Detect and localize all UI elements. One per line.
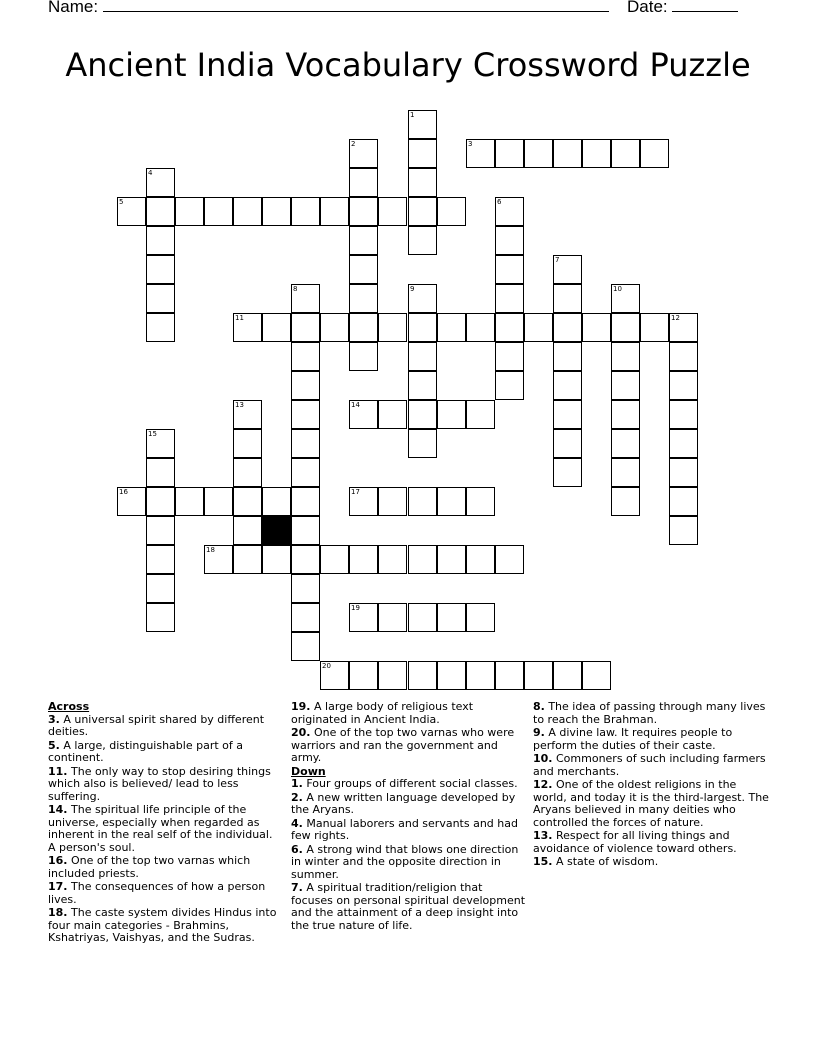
clue-item xyxy=(291,701,527,726)
clue-item xyxy=(48,855,280,880)
grid-cell[interactable] xyxy=(553,371,582,400)
clue-item-number: 20. xyxy=(291,726,311,739)
clue-item-number: 1. xyxy=(291,777,303,790)
grid-cell[interactable] xyxy=(349,313,378,342)
clue-item xyxy=(291,818,527,843)
clue-item-number: 9. xyxy=(533,726,545,739)
grid-cell[interactable] xyxy=(524,139,553,168)
grid-cell[interactable] xyxy=(553,313,582,342)
clue-item xyxy=(533,701,769,726)
clue-number-8: 8 xyxy=(293,285,298,293)
grid-cell[interactable] xyxy=(669,487,698,516)
clue-item-number: 13. xyxy=(533,829,553,842)
clue-number-16: 16 xyxy=(119,488,128,496)
clue-number-18: 18 xyxy=(206,546,215,554)
grid-cell[interactable] xyxy=(291,371,320,400)
grid-cell[interactable] xyxy=(262,313,291,342)
grid-cell[interactable] xyxy=(437,661,466,690)
grid-cell[interactable] xyxy=(524,661,553,690)
grid-cell[interactable] xyxy=(349,226,378,255)
grid-cell[interactable] xyxy=(466,603,495,632)
grid-cell[interactable] xyxy=(378,197,407,226)
clue-item-number: 12. xyxy=(533,778,553,791)
clue-item-number: 4. xyxy=(291,816,303,830)
grid-cell[interactable] xyxy=(233,197,262,226)
grid-cell[interactable] xyxy=(146,255,175,284)
grid-cell[interactable] xyxy=(262,545,291,574)
grid-cell[interactable] xyxy=(408,487,437,516)
across-clues-list-continued xyxy=(291,701,527,765)
clue-item-number: 15. xyxy=(533,855,553,868)
grid-cell[interactable] xyxy=(146,603,175,632)
grid-cell[interactable] xyxy=(466,487,495,516)
grid-cell[interactable] xyxy=(378,545,407,574)
grid-cell[interactable] xyxy=(524,313,553,342)
clue-item xyxy=(291,727,527,765)
clue-item-text: Manual laborers and servants and had few rights. xyxy=(291,816,518,842)
grid-cell[interactable] xyxy=(349,545,378,574)
clue-item-text: A universal spirit shared by different deities. xyxy=(48,712,265,738)
clue-item xyxy=(48,766,280,804)
grid-cell[interactable] xyxy=(669,516,698,545)
clue-item-number: 5. xyxy=(48,738,60,752)
grid-cell[interactable] xyxy=(291,400,320,429)
grid-cell[interactable] xyxy=(408,429,437,458)
grid-cell[interactable] xyxy=(611,458,640,487)
grid-cell[interactable] xyxy=(204,487,233,516)
grid-cell[interactable] xyxy=(291,342,320,371)
clue-item xyxy=(291,778,527,791)
clue-number-2: 2 xyxy=(351,140,356,148)
grid-cell[interactable] xyxy=(495,342,524,371)
clue-item-text: One of the oldest religions in the world, and today it is the third-largest. The Aryans believed in many deities who controlled the forces of nature. xyxy=(533,778,769,829)
grid-cell[interactable] xyxy=(146,487,175,516)
grid-cell[interactable] xyxy=(262,197,291,226)
grid-cell[interactable] xyxy=(349,661,378,690)
grid-cell[interactable] xyxy=(495,661,524,690)
clue-number-7: 7 xyxy=(555,256,560,264)
grid-cell[interactable] xyxy=(291,458,320,487)
grid-cell[interactable] xyxy=(349,342,378,371)
grid-cell[interactable] xyxy=(408,342,437,371)
grid-cell[interactable] xyxy=(437,197,466,226)
grid-cell[interactable] xyxy=(553,284,582,313)
clue-item-text: A spiritual tradition/religion that focuses on personal spiritual development and the attainment of a deep insight into the true nature of life. xyxy=(291,881,526,932)
grid-cell[interactable] xyxy=(291,632,320,661)
grid-cell[interactable] xyxy=(466,400,495,429)
grid-cell[interactable] xyxy=(495,545,524,574)
grid-cell[interactable] xyxy=(408,197,437,226)
clue-item-text: The caste system divides Hindus into four main categories - Brahmins, Kshatriyas, Vaishyas, and the Sudras. xyxy=(48,906,277,944)
clue-item-number: 3. xyxy=(48,712,60,726)
grid-cell[interactable] xyxy=(291,197,320,226)
clue-item xyxy=(48,907,280,945)
grid-cell[interactable] xyxy=(349,255,378,284)
grid-cell[interactable] xyxy=(378,487,407,516)
grid-cell[interactable] xyxy=(146,313,175,342)
grid-cell[interactable] xyxy=(349,197,378,226)
grid-cell[interactable] xyxy=(669,400,698,429)
clues-column-1 xyxy=(48,701,280,946)
clue-item-text: A state of wisdom. xyxy=(552,855,659,868)
grid-cell[interactable] xyxy=(669,429,698,458)
grid-cell[interactable] xyxy=(495,255,524,284)
clue-item-text: Commoners of such including farmers and merchants. xyxy=(533,752,766,778)
clue-item-number: 14. xyxy=(48,803,68,816)
clue-item xyxy=(48,881,280,906)
grid-cell[interactable] xyxy=(495,371,524,400)
grid-cell[interactable] xyxy=(291,516,320,545)
grid-cell[interactable] xyxy=(291,429,320,458)
clue-number-10: 10 xyxy=(613,285,622,293)
grid-cell[interactable] xyxy=(669,342,698,371)
clue-item-text: Four groups of different social classes. xyxy=(302,777,518,790)
clue-number-5: 5 xyxy=(119,198,124,206)
clue-item-text: A strong wind that blows one direction in winter and the opposite direction in summer. xyxy=(291,842,519,881)
clues-column-2 xyxy=(291,701,527,933)
clue-item-number: 11. xyxy=(48,764,68,778)
name-field[interactable] xyxy=(48,0,609,17)
clue-item-number: 19. xyxy=(291,700,311,713)
grid-cell[interactable] xyxy=(146,284,175,313)
clue-number-13: 13 xyxy=(235,401,244,409)
grid-cell[interactable] xyxy=(320,545,349,574)
grid-cell[interactable] xyxy=(669,458,698,487)
clue-item xyxy=(291,844,527,882)
clue-item-text: Respect for all living things and avoidance of violence toward others. xyxy=(533,829,737,855)
grid-cell[interactable] xyxy=(669,371,698,400)
grid-cell[interactable] xyxy=(291,545,320,574)
date-line[interactable] xyxy=(672,0,738,12)
grid-cell[interactable] xyxy=(640,313,669,342)
grid-cell[interactable] xyxy=(553,661,582,690)
grid-cell[interactable] xyxy=(553,139,582,168)
grid-cell[interactable] xyxy=(553,342,582,371)
clue-item-text: The only way to stop desiring things which also is believed/ lead to less suffering. xyxy=(48,764,271,803)
grid-cell[interactable] xyxy=(408,139,437,168)
grid-cell[interactable] xyxy=(204,197,233,226)
across-clues-list xyxy=(48,714,280,945)
clue-number-19: 19 xyxy=(351,604,360,612)
grid-cell[interactable] xyxy=(437,487,466,516)
grid-cell[interactable] xyxy=(233,487,262,516)
name-label: Name: xyxy=(48,0,99,16)
grid-cell[interactable] xyxy=(582,661,611,690)
date-field[interactable] xyxy=(627,0,738,17)
clues-column-3 xyxy=(533,701,769,870)
grid-cell[interactable] xyxy=(466,661,495,690)
grid-cell[interactable] xyxy=(262,487,291,516)
page-title: Ancient India Vocabulary Crossword Puzzle xyxy=(65,46,751,84)
clue-number-4: 4 xyxy=(148,169,153,177)
clue-number-14: 14 xyxy=(351,401,360,409)
grid-cell[interactable] xyxy=(378,603,407,632)
black-cell xyxy=(262,516,291,545)
grid-cell[interactable] xyxy=(611,487,640,516)
grid-cell[interactable] xyxy=(146,574,175,603)
down-heading: Down xyxy=(291,764,326,778)
clue-item xyxy=(533,830,769,855)
clue-number-12: 12 xyxy=(671,314,680,322)
grid-cell[interactable] xyxy=(146,516,175,545)
grid-cell[interactable] xyxy=(175,197,204,226)
grid-cell[interactable] xyxy=(495,284,524,313)
clue-item-number: 17. xyxy=(48,880,68,893)
grid-cell[interactable] xyxy=(611,139,640,168)
grid-cell[interactable] xyxy=(408,661,437,690)
grid-cell[interactable] xyxy=(437,400,466,429)
clue-item-text: One of the top two varnas who were warriors and ran the government and army. xyxy=(291,726,515,764)
clue-item-number: 18. xyxy=(48,906,68,919)
grid-cell[interactable] xyxy=(320,313,349,342)
clue-item-number: 16. xyxy=(48,854,68,867)
grid-cell[interactable] xyxy=(146,545,175,574)
grid-cell[interactable] xyxy=(408,226,437,255)
grid-cell[interactable] xyxy=(408,371,437,400)
grid-cell[interactable] xyxy=(291,313,320,342)
clue-item-text: The consequences of how a person lives. xyxy=(48,880,266,906)
across-heading: Across xyxy=(48,700,90,713)
clue-item-text: A new written language developed by the Aryans. xyxy=(291,790,516,816)
grid-cell[interactable] xyxy=(175,487,204,516)
clue-item-number: 7. xyxy=(291,881,303,894)
clue-number-15: 15 xyxy=(148,430,157,438)
grid-cell[interactable] xyxy=(553,458,582,487)
grid-cell[interactable] xyxy=(495,226,524,255)
clue-item-number: 2. xyxy=(291,790,303,804)
grid-cell[interactable] xyxy=(320,197,349,226)
grid-cell[interactable] xyxy=(408,400,437,429)
clue-number-6: 6 xyxy=(497,198,502,206)
grid-cell[interactable] xyxy=(611,313,640,342)
clue-item-number: 8. xyxy=(533,700,545,713)
clue-item xyxy=(48,714,280,739)
clue-item-text: A large body of religious text originated in Ancient India. xyxy=(291,700,474,726)
grid-cell[interactable] xyxy=(582,313,611,342)
grid-cell[interactable] xyxy=(640,139,669,168)
clue-item xyxy=(533,727,769,752)
grid-cell[interactable] xyxy=(408,313,437,342)
clue-item-text: One of the top two varnas which included priests. xyxy=(48,854,251,880)
grid-cell[interactable] xyxy=(378,313,407,342)
grid-cell[interactable] xyxy=(466,545,495,574)
date-label: Date: xyxy=(627,0,668,16)
grid-cell[interactable] xyxy=(408,603,437,632)
grid-cell[interactable] xyxy=(378,400,407,429)
grid-cell[interactable] xyxy=(291,487,320,516)
clue-item-text: A divine law. It requires people to perform the duties of their caste. xyxy=(533,726,733,752)
clue-number-3: 3 xyxy=(468,140,473,148)
grid-cell[interactable] xyxy=(466,313,495,342)
grid-cell[interactable] xyxy=(437,545,466,574)
grid-cell[interactable] xyxy=(408,168,437,197)
grid-cell[interactable] xyxy=(146,458,175,487)
grid-cell[interactable] xyxy=(611,371,640,400)
grid-cell[interactable] xyxy=(233,545,262,574)
grid-cell[interactable] xyxy=(233,429,262,458)
grid-cell[interactable] xyxy=(408,545,437,574)
grid-cell[interactable] xyxy=(349,284,378,313)
grid-cell[interactable] xyxy=(233,516,262,545)
grid-cell[interactable] xyxy=(611,342,640,371)
clue-item xyxy=(533,779,769,829)
grid-cell[interactable] xyxy=(378,661,407,690)
grid-cell[interactable] xyxy=(553,400,582,429)
grid-cell[interactable] xyxy=(146,197,175,226)
grid-cell[interactable] xyxy=(495,139,524,168)
clue-item xyxy=(291,882,527,932)
clue-item-text: The idea of passing through many lives to reach the Brahman. xyxy=(533,700,766,726)
clue-number-9: 9 xyxy=(410,285,415,293)
clue-item xyxy=(48,740,280,765)
grid-cell[interactable] xyxy=(437,603,466,632)
grid-cell[interactable] xyxy=(146,226,175,255)
clue-item-text: A large, distinguishable part of a continent. xyxy=(48,738,243,764)
grid-cell[interactable] xyxy=(291,574,320,603)
grid-cell[interactable] xyxy=(437,313,466,342)
down-clues-list-continued xyxy=(533,701,769,869)
down-clues-list xyxy=(291,778,527,932)
clue-item xyxy=(291,792,527,817)
grid-cell[interactable] xyxy=(349,168,378,197)
grid-cell[interactable] xyxy=(611,429,640,458)
clue-number-20: 20 xyxy=(322,662,331,670)
grid-cell[interactable] xyxy=(495,313,524,342)
name-line[interactable] xyxy=(103,0,609,12)
grid-cell[interactable] xyxy=(233,458,262,487)
clue-item-number: 6. xyxy=(291,842,303,856)
grid-cell[interactable] xyxy=(291,603,320,632)
clue-number-1: 1 xyxy=(410,111,415,119)
clue-number-11: 11 xyxy=(235,314,244,322)
grid-cell[interactable] xyxy=(553,429,582,458)
grid-cell[interactable] xyxy=(611,400,640,429)
clue-item xyxy=(533,856,769,869)
clue-number-17: 17 xyxy=(351,488,360,496)
clue-item xyxy=(48,804,280,854)
grid-cell[interactable] xyxy=(582,139,611,168)
clue-item-number: 10. xyxy=(533,752,553,765)
clue-item-text: The spiritual life principle of the universe, especially when regarded as inherent in the real self of the individual. A person's soul. xyxy=(48,803,273,854)
clue-item xyxy=(533,753,769,778)
